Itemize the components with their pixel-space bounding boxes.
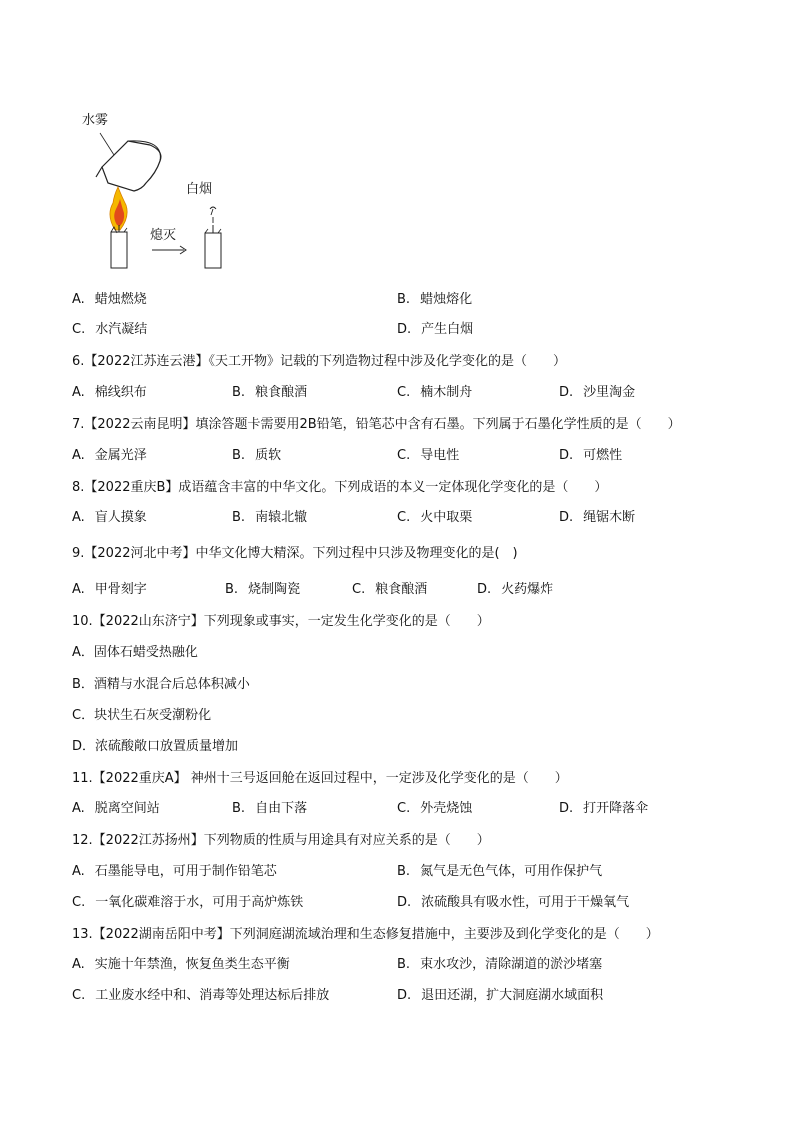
option-letter: B. (232, 510, 246, 525)
option-text: 脱离空间站 (94, 801, 160, 816)
option-text: 火中取栗 (420, 510, 473, 525)
option-letter: B. (397, 292, 411, 307)
option-text: 蜡烛燃烧 (94, 292, 147, 307)
options-row (72, 446, 772, 466)
option-letter: A. (72, 510, 85, 525)
option-letter: C. (397, 448, 411, 463)
option-d (559, 383, 635, 403)
option-b (397, 290, 472, 310)
option-c (397, 508, 472, 528)
option-text: 产生白烟 (421, 322, 474, 337)
option-a (72, 955, 290, 975)
options-row (72, 290, 772, 310)
option-letter: C. (72, 895, 86, 910)
option-text: 绳锯木断 (583, 510, 636, 525)
option-c (72, 320, 147, 340)
options-row (72, 508, 772, 528)
extinguish-label: 熄灭 (150, 228, 177, 243)
option-b (232, 446, 281, 466)
option-a (72, 446, 147, 466)
option-text: 粮食酿酒 (375, 582, 428, 597)
option-text: 南辕北辙 (255, 510, 308, 525)
option-letter: D. (397, 895, 412, 910)
option-text: 金属光泽 (94, 448, 147, 463)
question-stem: 9.【2022河北中考】中华文化博大精深。下列过程中只涉及物理变化的是( ) (72, 546, 518, 561)
option-text: 工业废水经中和、消毒等处理达标后排放 (95, 988, 330, 1003)
option-letter: D. (397, 322, 412, 337)
option-c (397, 446, 459, 466)
candle-experiment-figure (80, 105, 240, 275)
option-c (72, 893, 303, 913)
option-text: 水汽凝结 (95, 322, 148, 337)
mist-label: 水雾 (82, 113, 109, 128)
option-text: 蜡烛熔化 (420, 292, 473, 307)
option-letter: B. (225, 582, 239, 597)
question-stem: 8.【2022重庆B】成语蕴含丰富的中华文化。下列成语的本义一定体现化学变化的是（ ） (72, 480, 608, 495)
option-text: 粮食酿酒 (255, 385, 308, 400)
option-d (559, 508, 635, 528)
candle-diagram (80, 105, 240, 275)
option-text: 棉线织布 (94, 385, 147, 400)
option-letter: B. (232, 448, 246, 463)
option-a (72, 508, 147, 528)
option-line: C．块状生石灰受潮粉化 (72, 708, 212, 723)
extinguished-candle-icon (205, 207, 221, 268)
option-text: 导电性 (420, 448, 460, 463)
option-letter: A. (72, 292, 85, 307)
option-text: 可燃性 (583, 448, 623, 463)
option-text: 盲人摸象 (94, 510, 147, 525)
arrow-icon (152, 246, 186, 254)
option-d (397, 986, 603, 1006)
options-row (72, 893, 772, 913)
question-stem: 10.【2022山东济宁】下列现象或事实，一定发生化学变化的是（ ） (72, 614, 490, 629)
option-a (72, 580, 147, 600)
option-line: A．固体石蜡受热融化 (72, 645, 198, 660)
option-text: 束水攻沙，清除湖道的淤沙堵塞 (420, 957, 603, 972)
option-letter: C. (72, 322, 86, 337)
option-letter: A. (72, 864, 85, 879)
option-c (397, 383, 472, 403)
options-row (72, 320, 772, 340)
option-c (72, 986, 329, 1006)
option-text: 一氧化碳难溶于水，可用于高炉炼铁 (95, 895, 304, 910)
option-c (397, 799, 472, 819)
option-a (72, 290, 147, 310)
question-stem: 13.【2022湖南岳阳中考】下列洞庭湖流域治理和生态修复措施中，主要涉及到化学变化的是（ ） (72, 927, 659, 942)
option-line: D．浓硫酸敞口放置质量增加 (72, 739, 239, 754)
options-row (72, 383, 772, 403)
option-text: 烧制陶瓷 (248, 582, 301, 597)
option-b (225, 580, 300, 600)
option-text: 楠木制舟 (420, 385, 473, 400)
option-d (559, 446, 622, 466)
option-text: 石墨能导电，可用于制作铅笔芯 (94, 864, 277, 879)
options-row (72, 986, 772, 1006)
option-text: 实施十年禁渔，恢复鱼类生态平衡 (94, 957, 290, 972)
smoke-label: 白烟 (186, 182, 213, 197)
option-letter: B. (397, 957, 411, 972)
option-letter: C. (397, 385, 411, 400)
option-d (477, 580, 553, 600)
options-row (72, 799, 772, 819)
question-stem: 6.【2022江苏连云港】《天工开物》记载的下列造物过程中涉及化学变化的是（ ） (72, 354, 566, 369)
option-letter: A. (72, 801, 85, 816)
options-row (72, 862, 772, 882)
options-row (72, 955, 772, 975)
option-letter: C. (352, 582, 366, 597)
question-stem: 11.【2022重庆A】 神州十三号返回舱在返回过程中，一定涉及化学变化的是（ ） (72, 771, 568, 786)
option-letter: B. (232, 385, 246, 400)
option-text: 浓硫酸具有吸水性，可用于干燥氧气 (421, 895, 630, 910)
option-letter: A. (72, 957, 85, 972)
option-letter: D. (559, 385, 574, 400)
option-letter: A. (72, 582, 85, 597)
option-text: 打开降落伞 (583, 801, 649, 816)
option-a (72, 799, 160, 819)
option-letter: D. (559, 448, 574, 463)
option-text: 自由下落 (255, 801, 308, 816)
option-letter: D. (477, 582, 492, 597)
option-text: 外壳烧蚀 (420, 801, 473, 816)
option-text: 质软 (255, 448, 282, 463)
option-letter: C. (397, 510, 411, 525)
option-b (397, 955, 602, 975)
option-d (559, 799, 648, 819)
option-letter: D. (559, 510, 574, 525)
question-stem: 7.【2022云南昆明】填涂答题卡需要用2B铅笔，铅笔芯中含有石墨。下列属于石墨化学性质的是（ ） (72, 417, 681, 432)
option-b (232, 383, 307, 403)
option-a (72, 383, 147, 403)
option-b (232, 508, 307, 528)
option-letter: C. (72, 988, 86, 1003)
option-text: 甲骨刻字 (94, 582, 147, 597)
option-letter: A. (72, 385, 85, 400)
option-letter: D. (559, 801, 574, 816)
option-text: 氮气是无色气体，可用作保护气 (420, 864, 603, 879)
beaker-icon (96, 141, 161, 191)
question-stem: 12.【2022江苏扬州】下列物质的性质与用途具有对应关系的是（ ） (72, 833, 490, 848)
option-line: B．酒精与水混合后总体积减小 (72, 677, 250, 692)
option-letter: B. (397, 864, 411, 879)
option-d (397, 893, 629, 913)
burning-candle-icon (110, 187, 127, 268)
option-text: 火药爆炸 (501, 582, 554, 597)
option-text: 沙里淘金 (583, 385, 636, 400)
option-d (397, 320, 473, 340)
option-a (72, 862, 277, 882)
option-letter: D. (397, 988, 412, 1003)
option-letter: B. (232, 801, 246, 816)
option-c (352, 580, 427, 600)
option-b (397, 862, 602, 882)
option-letter: A. (72, 448, 85, 463)
option-b (232, 799, 307, 819)
option-text: 退田还湖，扩大洞庭湖水域面积 (421, 988, 604, 1003)
options-row (72, 580, 772, 600)
option-letter: C. (397, 801, 411, 816)
